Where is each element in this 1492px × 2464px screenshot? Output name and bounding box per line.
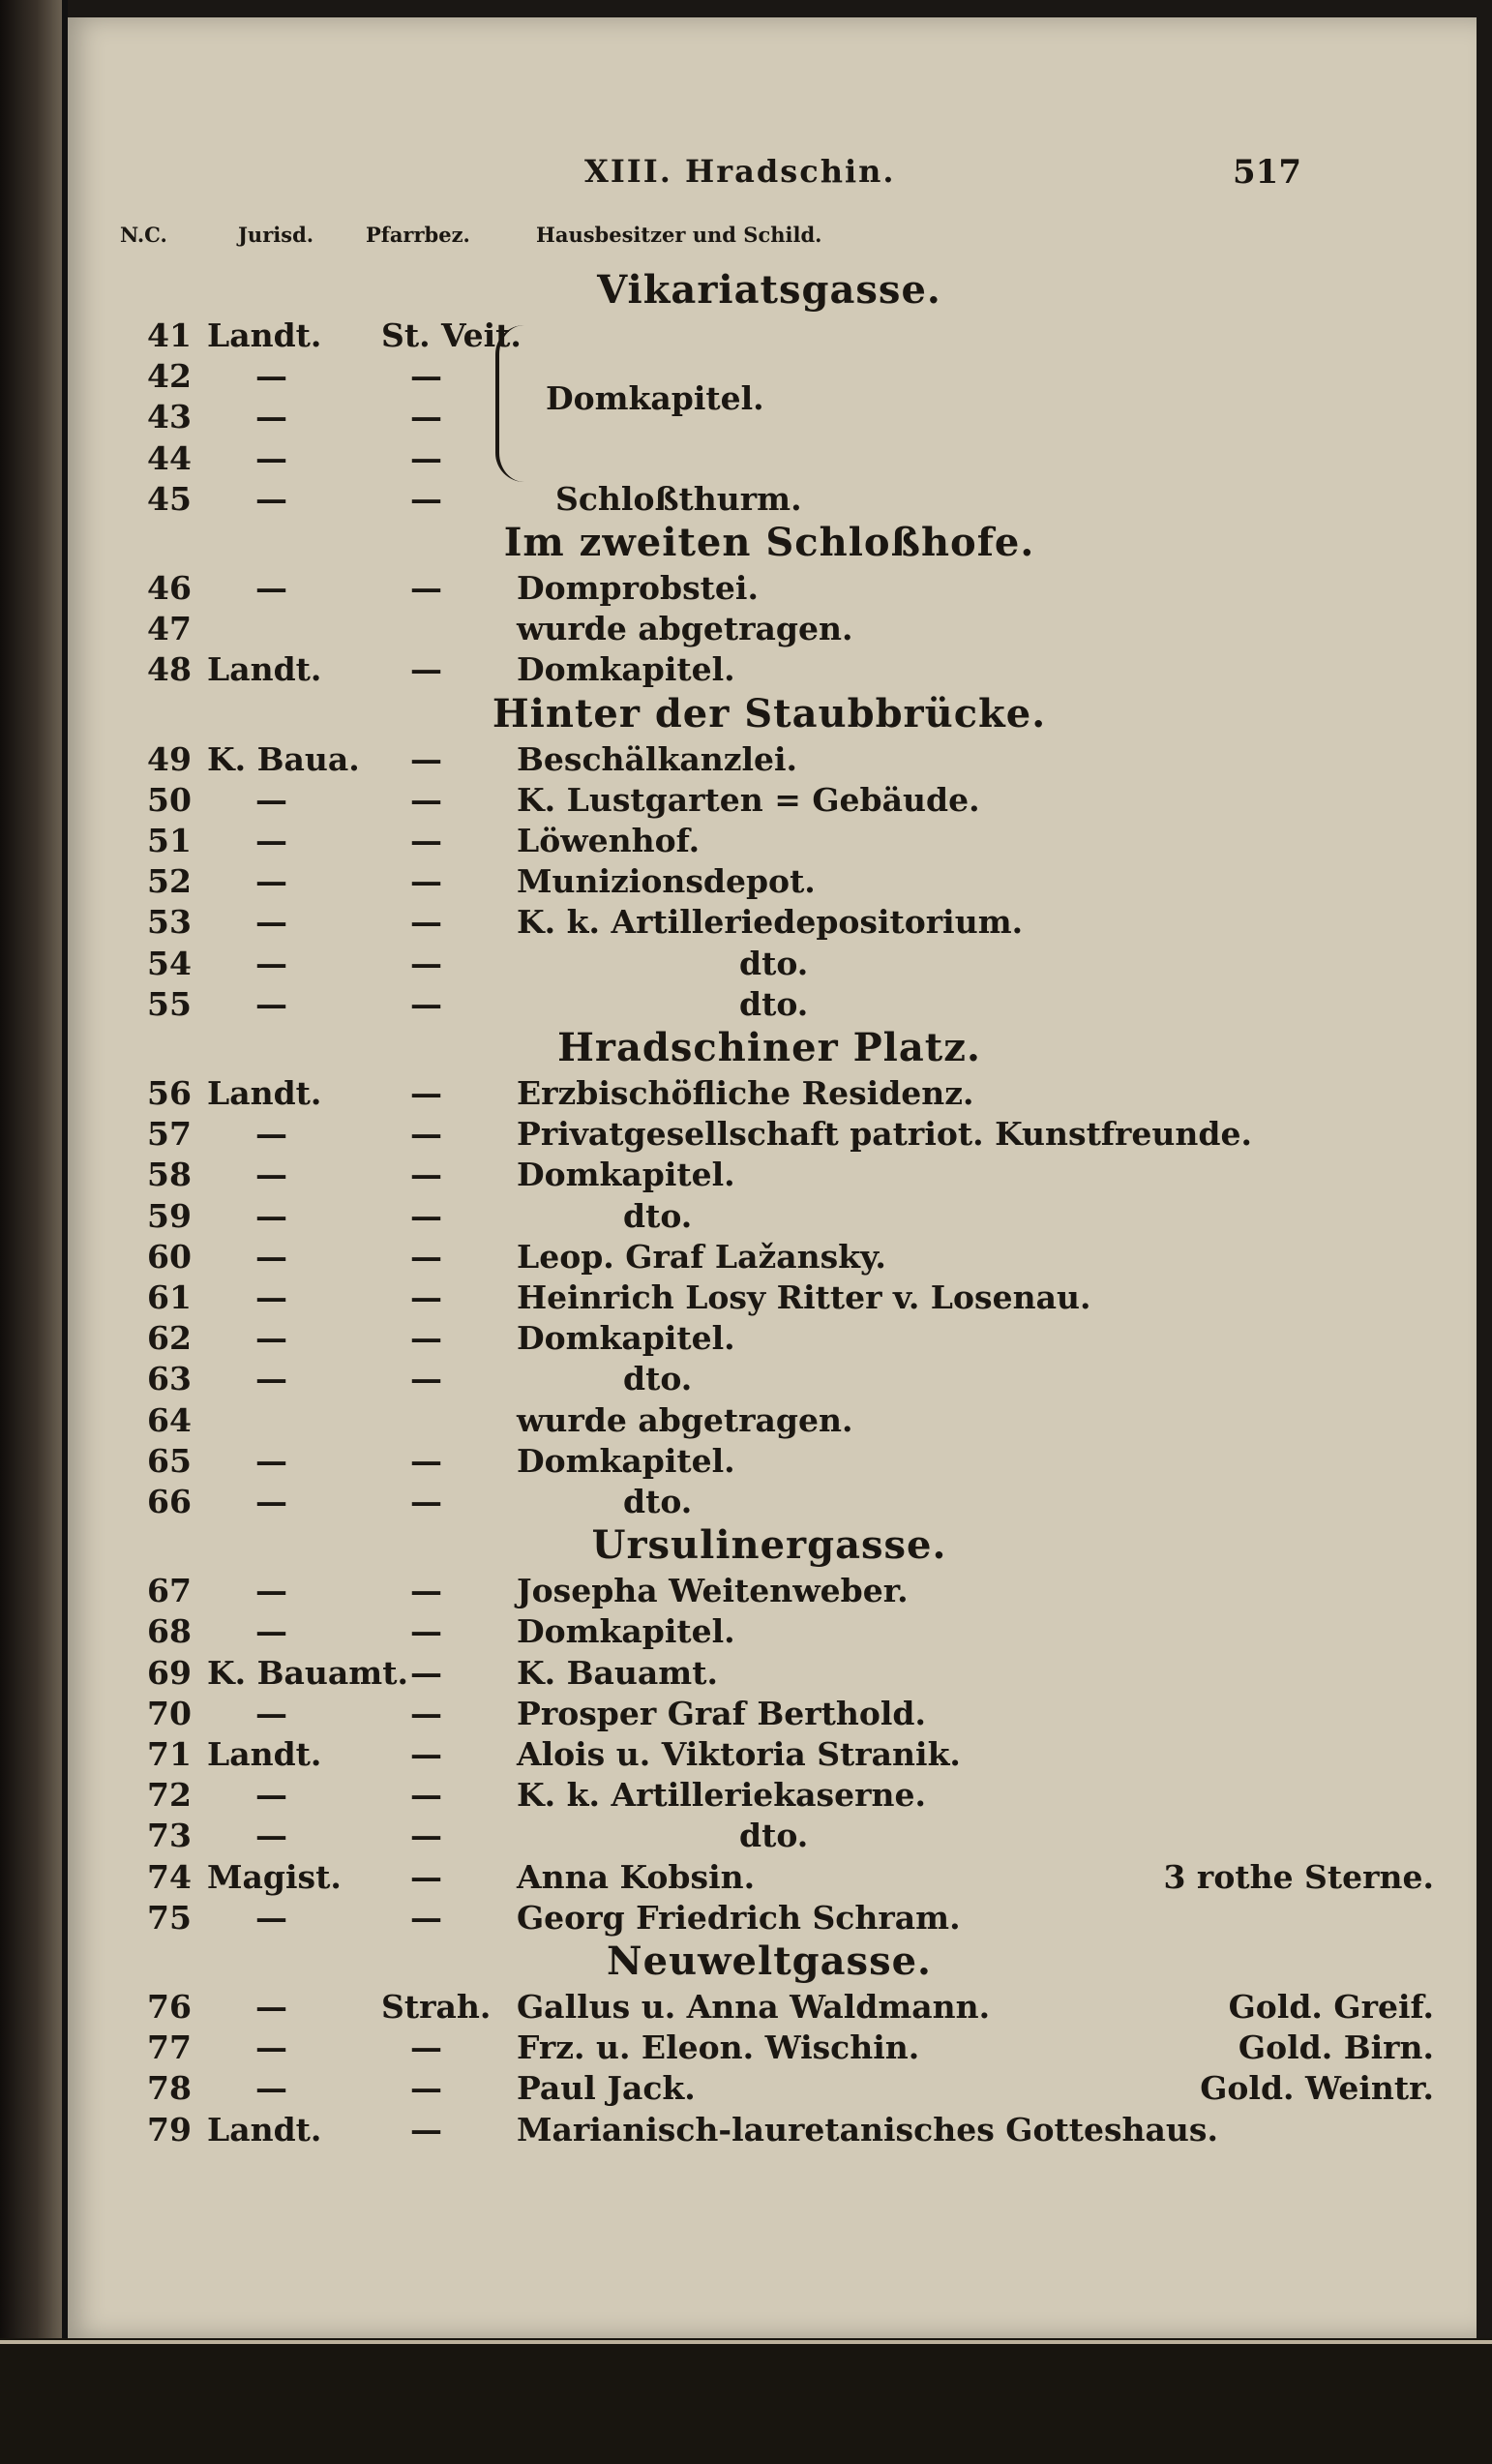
jurisdiction-cell: — — [255, 1612, 287, 1651]
jurisdiction-cell: K. Bauamt. — [207, 1653, 408, 1692]
street-heading: Vikariatsgasse. — [597, 267, 941, 313]
house-sign-cell: 3 rothe Sterne. — [1163, 1857, 1434, 1896]
house-number: 69 — [147, 1653, 192, 1692]
owner-cell: K. k. Artilleriedepositorium. — [517, 903, 1024, 942]
jurisdiction-cell: — — [255, 398, 287, 436]
parish-cell: — — [410, 1572, 442, 1610]
book-binding-edge — [0, 0, 62, 2464]
jurisdiction-cell: — — [255, 1694, 287, 1732]
owner-cell: dto. — [739, 984, 809, 1023]
parish-cell: — — [410, 1115, 442, 1154]
house-number: 60 — [147, 1237, 192, 1276]
owner-cell: Frz. u. Eleon. Wischin. — [517, 2028, 920, 2067]
house-number: 50 — [147, 780, 192, 819]
house-number: 53 — [147, 903, 192, 942]
house-row — [62, 1482, 1477, 1522]
jurisdiction-cell: Landt. — [207, 1735, 322, 1773]
column-header-parish: Pfarrbez. — [366, 223, 470, 247]
owner-cell: Domkapitel. — [517, 1441, 735, 1480]
owner-cell: Alois u. Viktoria Stranik. — [517, 1735, 961, 1773]
jurisdiction-cell: — — [255, 1115, 287, 1154]
house-sign-cell: Gold. Birn. — [1238, 2028, 1434, 2067]
jurisdiction-cell: — — [255, 1441, 287, 1480]
owner-cell: wurde abgetragen. — [517, 1400, 853, 1439]
bottom-background — [0, 2338, 1492, 2464]
parish-cell: — — [410, 479, 442, 518]
jurisdiction-cell: Landt. — [207, 316, 322, 354]
owner-cell: K. k. Artilleriekaserne. — [517, 1776, 926, 1815]
parish-cell: — — [410, 1898, 442, 1937]
jurisdiction-cell: — — [255, 1278, 287, 1316]
parish-cell: — — [410, 1074, 442, 1112]
house-number: 67 — [147, 1572, 192, 1610]
owner-cell: Domkapitel. — [517, 650, 735, 689]
parish-cell: St. Veit. — [381, 316, 522, 354]
owner-cell: dto. — [623, 1196, 693, 1235]
house-number: 43 — [147, 398, 192, 436]
parish-cell: — — [410, 1441, 442, 1480]
house-number: 73 — [147, 1817, 192, 1855]
house-number: 64 — [147, 1400, 192, 1439]
house-number: 76 — [147, 1988, 192, 2026]
gutter-line — [62, 0, 68, 2464]
page-bottom-edge — [0, 2340, 1492, 2344]
house-row — [62, 438, 1477, 479]
house-number: 47 — [147, 610, 192, 648]
owner-cell: Privatgesellschaft patriot. Kunstfreunde. — [517, 1115, 1252, 1154]
house-row — [62, 1155, 1477, 1195]
parish-cell: — — [410, 862, 442, 901]
house-row — [62, 2110, 1477, 2150]
parish-cell: — — [410, 739, 442, 778]
running-title: XIII. Hradschin. — [584, 153, 896, 190]
house-number: 71 — [147, 1735, 192, 1773]
jurisdiction-cell: Landt. — [207, 650, 322, 689]
owner-cell: Marianisch-lauretanisches Gotteshaus. — [517, 2110, 1218, 2148]
parish-cell: — — [410, 1360, 442, 1398]
owner-cell: Domkapitel. — [517, 1156, 735, 1194]
owner-cell: Josepha Weitenweber. — [517, 1572, 909, 1610]
house-number: 78 — [147, 2069, 192, 2108]
owner-cell: wurde abgetragen. — [517, 610, 853, 648]
house-row — [62, 397, 1477, 437]
house-row — [62, 1734, 1477, 1775]
parish-cell: — — [410, 1735, 442, 1773]
jurisdiction-cell: — — [255, 1898, 287, 1937]
house-row — [62, 739, 1477, 780]
house-number: 65 — [147, 1441, 192, 1480]
parish-cell: — — [410, 2110, 442, 2148]
jurisdiction-cell: — — [255, 984, 287, 1023]
parish-cell: — — [410, 1156, 442, 1194]
parish-cell: — — [410, 822, 442, 859]
parish-cell: — — [410, 398, 442, 436]
house-row — [62, 984, 1477, 1025]
parish-cell: — — [410, 1817, 442, 1855]
house-number: 58 — [147, 1156, 192, 1194]
jurisdiction-cell: — — [255, 1196, 287, 1235]
jurisdiction-cell: — — [255, 822, 287, 859]
parish-cell: — — [410, 780, 442, 819]
house-number: 68 — [147, 1612, 192, 1651]
jurisdiction-cell: Landt. — [207, 2110, 322, 2148]
house-number: 72 — [147, 1776, 192, 1815]
street-heading: Neuweltgasse. — [607, 1938, 932, 1984]
house-row — [62, 1611, 1477, 1652]
jurisdiction-cell: — — [255, 2028, 287, 2067]
house-row — [62, 568, 1477, 609]
house-number: 55 — [147, 984, 192, 1023]
parish-cell: — — [410, 2028, 442, 2067]
parish-cell: — — [410, 1612, 442, 1651]
column-header-owner: Hausbesitzer und Schild. — [536, 223, 822, 247]
jurisdiction-cell: — — [255, 479, 287, 518]
house-row — [62, 1816, 1477, 1856]
street-heading: Im zweiten Schloßhofe. — [503, 520, 1035, 565]
owner-cell: Beschälkanzlei. — [517, 739, 798, 778]
house-row — [62, 780, 1477, 821]
parish-cell: — — [410, 944, 442, 982]
house-row — [62, 1318, 1477, 1359]
house-number: 75 — [147, 1898, 192, 1937]
owner-cell: K. Lustgarten = Gebäude. — [517, 780, 980, 819]
house-number: 79 — [147, 2110, 192, 2148]
house-row — [62, 1441, 1477, 1482]
parish-cell: — — [410, 1319, 442, 1358]
street-heading: Hinter der Staubbrücke. — [492, 690, 1047, 736]
house-row — [62, 1857, 1477, 1898]
parish-cell: — — [410, 1278, 442, 1316]
parish-cell: — — [410, 1196, 442, 1235]
jurisdiction-cell: — — [255, 1156, 287, 1194]
house-row — [62, 1400, 1477, 1441]
owner-cell: Georg Friedrich Schram. — [517, 1898, 961, 1937]
house-number: 46 — [147, 569, 192, 607]
house-row — [62, 1196, 1477, 1237]
house-row — [62, 1898, 1477, 1938]
parish-cell: — — [410, 2069, 442, 2108]
house-row — [62, 1694, 1477, 1734]
jurisdiction-cell: — — [255, 1319, 287, 1358]
house-row — [62, 1571, 1477, 1611]
street-heading: Hradschiner Platz. — [557, 1025, 981, 1070]
owner-cell: Löwenhof. — [517, 822, 701, 859]
house-number: 62 — [147, 1319, 192, 1358]
parish-cell: — — [410, 1857, 442, 1896]
house-row — [62, 1073, 1477, 1114]
house-number: 63 — [147, 1360, 192, 1398]
owner-cell: dto. — [623, 1483, 693, 1520]
house-number: 49 — [147, 739, 192, 778]
house-row — [62, 1653, 1477, 1694]
jurisdiction-cell: — — [255, 1360, 287, 1398]
owner-cell: Domkapitel. — [517, 1319, 735, 1358]
house-number: 42 — [147, 357, 192, 396]
jurisdiction-cell: — — [255, 357, 287, 396]
house-number: 48 — [147, 650, 192, 689]
parish-cell: — — [410, 903, 442, 942]
owner-cell: Domkapitel. — [517, 1612, 735, 1651]
owner-cell: dto. — [739, 1817, 809, 1855]
house-number: 56 — [147, 1074, 192, 1112]
house-number: 70 — [147, 1694, 192, 1732]
jurisdiction-cell: K. Baua. — [207, 739, 360, 778]
house-number: 45 — [147, 479, 192, 518]
owner-cell: Prosper Graf Berthold. — [517, 1694, 926, 1732]
jurisdiction-cell: Landt. — [207, 1074, 322, 1112]
parish-cell: — — [410, 1776, 442, 1815]
parish-cell: — — [410, 1483, 442, 1520]
book-page — [62, 17, 1477, 2338]
house-row — [62, 609, 1477, 649]
parish-cell: — — [410, 438, 442, 477]
house-number: 74 — [147, 1857, 192, 1896]
jurisdiction-cell: — — [255, 1572, 287, 1610]
parish-cell: — — [410, 650, 442, 689]
owner-cell: Leop. Graf Lažansky. — [517, 1237, 886, 1276]
column-header-jurisdiction: Jurisd. — [238, 223, 314, 247]
house-row — [62, 1987, 1477, 2028]
owner-cell: Domprobstei. — [517, 569, 759, 607]
house-number: 59 — [147, 1196, 192, 1235]
jurisdiction-cell: — — [255, 1237, 287, 1276]
house-row — [62, 2068, 1477, 2109]
house-row — [62, 902, 1477, 943]
owner-cell: Gallus u. Anna Waldmann. — [517, 1988, 991, 2026]
jurisdiction-cell: — — [255, 438, 287, 477]
house-row — [62, 861, 1477, 902]
house-row — [62, 1775, 1477, 1816]
jurisdiction-cell: — — [255, 862, 287, 901]
house-sign-cell: Gold. Weintr. — [1200, 2069, 1434, 2108]
house-row — [62, 821, 1477, 861]
house-number: 44 — [147, 438, 192, 477]
house-row — [62, 2028, 1477, 2068]
jurisdiction-cell: — — [255, 1988, 287, 2026]
jurisdiction-cell: — — [255, 569, 287, 607]
house-row — [62, 1359, 1477, 1399]
jurisdiction-cell: — — [255, 1817, 287, 1855]
street-heading: Ursulinergasse. — [591, 1522, 947, 1569]
parish-cell: — — [410, 1694, 442, 1732]
house-number: 57 — [147, 1115, 192, 1154]
house-number: 54 — [147, 944, 192, 982]
parish-cell: — — [410, 1653, 442, 1692]
house-sign-cell: Gold. Greif. — [1228, 1988, 1434, 2026]
house-number: 52 — [147, 862, 192, 901]
house-number: 66 — [147, 1483, 192, 1520]
jurisdiction-cell: — — [255, 2069, 287, 2108]
house-number: 41 — [147, 316, 192, 354]
register-listing — [62, 17, 1477, 2338]
jurisdiction-cell: — — [255, 1776, 287, 1815]
parish-cell: — — [410, 984, 442, 1023]
house-row — [62, 1237, 1477, 1277]
house-number: 51 — [147, 822, 192, 859]
house-row — [62, 1277, 1477, 1318]
jurisdiction-cell: — — [255, 1483, 287, 1520]
owner-cell: K. Bauamt. — [517, 1653, 718, 1692]
house-row — [62, 356, 1477, 397]
parish-cell: — — [410, 569, 442, 607]
parish-cell: — — [410, 357, 442, 396]
house-number: 61 — [147, 1278, 192, 1316]
page-number: 517 — [1233, 153, 1301, 192]
owner-cell: Paul Jack. — [517, 2069, 696, 2108]
owner-cell: Munizionsdepot. — [517, 862, 816, 901]
owner-cell: Erzbischöfliche Residenz. — [517, 1074, 974, 1112]
parish-cell: Strah. — [381, 1988, 492, 2026]
house-row — [62, 649, 1477, 690]
jurisdiction-cell: — — [255, 903, 287, 942]
parish-cell: — — [410, 1237, 442, 1276]
owner-cell: dto. — [623, 1360, 693, 1398]
jurisdiction-cell: — — [255, 780, 287, 819]
owner-cell: Schloßthurm. — [555, 479, 802, 518]
column-header-nr: N.C. — [120, 223, 167, 247]
owner-cell: Anna Kobsin. — [517, 1857, 756, 1896]
owner-cell: dto. — [739, 944, 809, 982]
house-row — [62, 1114, 1477, 1155]
house-row — [62, 479, 1477, 520]
house-number: 77 — [147, 2028, 192, 2067]
owner-cell: Heinrich Losy Ritter v. Losenau. — [517, 1278, 1091, 1316]
brace-owner-label: Domkapitel. — [546, 379, 764, 417]
house-row — [62, 316, 1477, 356]
house-row — [62, 944, 1477, 984]
jurisdiction-cell: Magist. — [207, 1857, 342, 1896]
jurisdiction-cell: — — [255, 944, 287, 982]
